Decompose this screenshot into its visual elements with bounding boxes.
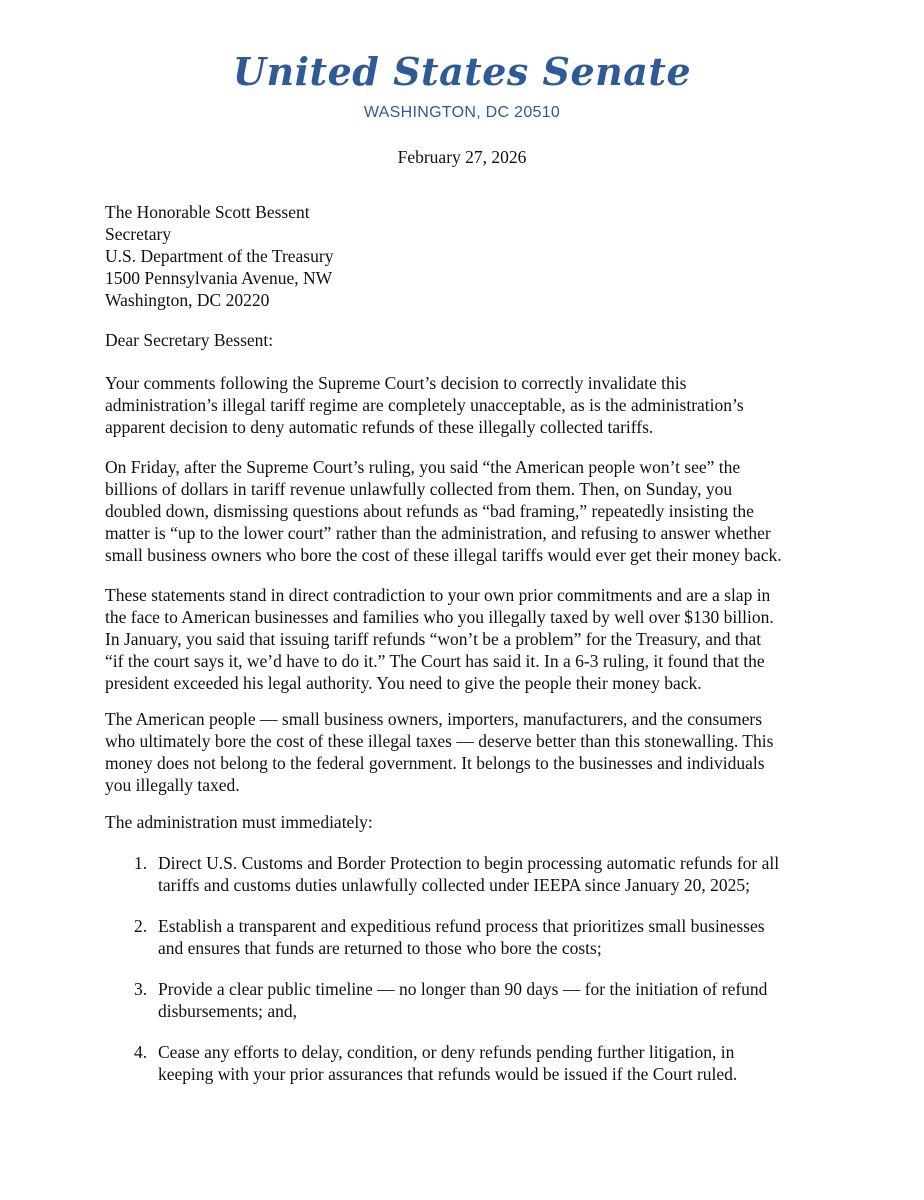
paragraph-line: you illegally taxed. [105,775,240,795]
paragraph-line: billions of dollars in tariff revenue unlawfully collected from them. Then, on Sunday, you [105,479,733,499]
letterhead [0,50,924,122]
paragraph-line: president exceeded his legal authority. You need to give the people their money back. [105,673,702,693]
paragraph-line: matter is “up to the lower court” rather than the administration, and refusing to answer whether [105,523,771,543]
paragraph-line: These statements stand in direct contradiction to your own prior commitments and are a slap in [105,585,771,605]
recipient-line: Secretary [105,224,172,244]
paragraph-line: On Friday, after the Supreme Court’s ruling, you said “the American people won’t see” the [105,457,741,477]
letter-date: February 27, 2026 [397,147,527,167]
paragraph [105,456,805,566]
list-item-line: Establish a transparent and expeditious refund process that prioritizes small businesses [158,916,765,936]
paragraph [105,708,805,796]
list-item-number: 4. [134,1042,148,1062]
paragraph-line: doubled down, dismissing questions about refunds as “bad framing,” repeatedly insisting the [105,501,754,521]
paragraph-line: apparent decision to deny automatic refunds of these illegally collected tariffs. [105,417,654,437]
list-item-text [158,978,818,1022]
paragraph-line: the face to American businesses and families who you illegally taxed by well over $130 billion. [105,607,774,627]
salutation: Dear Secretary Bessent: [105,330,274,350]
recipient-line: U.S. Department of the Treasury [105,246,334,266]
list-item-text [158,915,818,959]
paragraph-line: The American people — small business owners, importers, manufacturers, and the consumers [105,709,763,729]
list-item-line: tariffs and customs duties unlawfully collected under IEEPA since January 20, 2025; [158,875,750,895]
recipient-line: 1500 Pennsylvania Avenue, NW [105,268,333,288]
list-item-line: Direct U.S. Customs and Border Protection to begin processing automatic refunds for all [158,853,780,873]
recipient-line: The Honorable Scott Bessent [105,202,310,222]
paragraph-line: administration’s illegal tariff regime are completely unacceptable, as is the administration’s [105,395,744,415]
list-intro: The administration must immediately: [105,812,373,832]
list-item-line: and ensures that funds are returned to those who bore the costs; [158,938,602,958]
paragraph-line: money does not belong to the federal government. It belongs to the businesses and individuals [105,753,765,773]
list-item-number: 3. [134,979,148,999]
letterhead-address: WASHINGTON, DC 20510 [363,104,561,121]
paragraph [105,372,805,438]
recipient-address [105,201,805,311]
recipient-line: Washington, DC 20220 [105,290,270,310]
paragraph-line: small business owners who bore the cost of these illegal tariffs would ever get their money back. [105,545,782,565]
list-item-line: keeping with your prior assurances that refunds would be issued if the Court ruled. [158,1064,738,1084]
list-item-line: Provide a clear public timeline — no longer than 90 days — for the initiation of refund [158,979,768,999]
paragraph-line: In January, you said that issuing tariff refunds “won’t be a problem” for the Treasury, and that [105,629,762,649]
letterhead-title: United States Senate [232,49,692,94]
paragraph-line: “if the court says it, we’d have to do it.” The Court has said it. In a 6-3 ruling, it found that the [105,651,765,671]
paragraph-line: Your comments following the Supreme Court’s decision to correctly invalidate this [105,373,687,393]
list-item-text [158,1041,818,1085]
list-item-text [158,852,818,896]
list-item-line: Cease any efforts to delay, condition, or deny refunds pending further litigation, in [158,1042,735,1062]
paragraph-line: who ultimately bore the cost of these illegal taxes — deserve better than this stonewalling. This [105,731,774,751]
list-item-line: disbursements; and, [158,1001,298,1021]
paragraph [105,584,805,694]
list-item-number: 1. [134,853,148,873]
list-item-number: 2. [134,916,148,936]
